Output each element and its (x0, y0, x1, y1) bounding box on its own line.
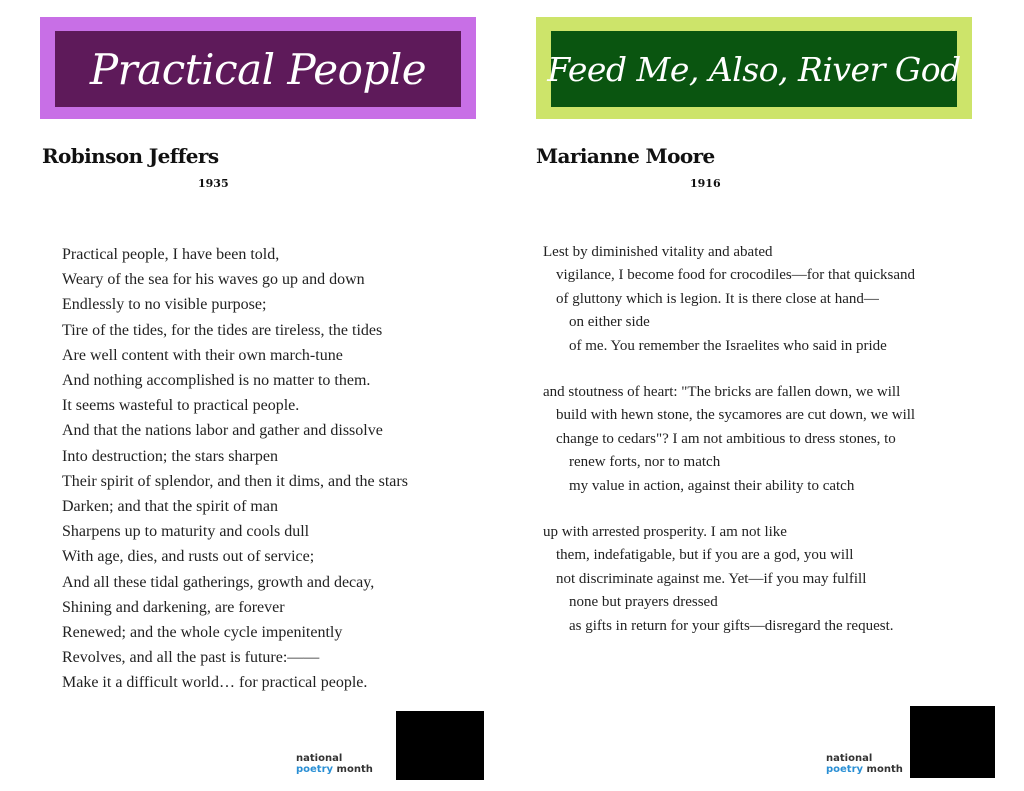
national-poetry-month-logo (296, 753, 373, 775)
poem-title: Feed Me, Also, River God (551, 31, 957, 107)
poem-line: Renewed; and the whole cycle impenitently (62, 624, 343, 642)
poem-line: of me. You remember the Israelites who said in pride (569, 337, 887, 354)
poem-line: It seems wasteful to practical people. (62, 397, 300, 415)
poem-line: Darken; and that the spirit of man (62, 498, 278, 516)
author-name: Marianne Moore (536, 144, 715, 168)
logo-line-national: national (826, 753, 873, 764)
poem-line: Endlessly to no visible purpose; (62, 296, 267, 314)
poem-line: as gifts in return for your gifts—disregard the request. (569, 617, 894, 634)
poem-line: Weary of the sea for his waves go up and down (62, 271, 365, 289)
right-poem-card (512, 0, 1024, 791)
poem-line: Their spirit of splendor, and then it dims, and the stars (62, 472, 408, 490)
publication-year: 1916 (690, 177, 721, 190)
logo-word-poetry: poetry (296, 764, 334, 775)
poem-line: them, indefatigable, but if you are a god, you will (556, 547, 854, 564)
poem-line: up with arrested prosperity. I am not like (543, 524, 787, 541)
poem-line: Tire of the tides, for the tides are tireless, the tides (62, 321, 383, 339)
poem-line: change to cedars"? I am not ambitious to dress stones, to (556, 430, 896, 447)
poem-line: none but prayers dressed (569, 594, 718, 611)
poem-line: renew forts, nor to match (569, 454, 721, 471)
logo-word-month: month (333, 764, 373, 775)
poem-stanza (543, 381, 915, 498)
logo-line-poetry-month (296, 764, 373, 775)
redaction-block (396, 711, 484, 780)
logo-word-month: month (863, 764, 903, 775)
poem-line: Shining and darkening, are forever (62, 598, 285, 616)
publication-year: 1935 (198, 177, 229, 190)
poem-line: vigilance, I become food for crocodiles—for that quicksand (556, 267, 916, 284)
poem-line: Revolves, and all the past is future:—— (62, 649, 320, 667)
poem-line: not discriminate against me. Yet—if you may fulfill (556, 570, 867, 587)
poem-body (62, 242, 408, 696)
national-poetry-month-logo (826, 753, 903, 775)
poem-stanza (543, 521, 915, 638)
poem-line: and stoutness of heart: "The bricks are fallen down, we will (543, 384, 901, 401)
poem-line: Practical people, I have been told, (62, 246, 280, 263)
title-banner (40, 17, 476, 119)
logo-word-poetry: poetry (826, 764, 864, 775)
poem-body (543, 241, 915, 661)
poem-stanza (543, 241, 915, 358)
poem-line: And nothing accomplished is no matter to them. (62, 372, 371, 390)
poem-line: build with hewn stone, the sycamores are cut down, we will (556, 407, 916, 424)
poem-line: With age, dies, and rusts out of service; (62, 548, 315, 566)
poem-line: of gluttony which is legion. It is there close at hand— (556, 290, 879, 307)
poem-line: on either side (569, 314, 650, 331)
poem-line: Into destruction; the stars sharpen (62, 447, 278, 465)
poem-line: And all these tidal gatherings, growth and decay, (62, 573, 375, 591)
redaction-block (910, 706, 995, 778)
title-banner (536, 17, 972, 119)
poem-line: And that the nations labor and gather and dissolve (62, 422, 383, 440)
poem-line: my value in action, against their ability to catch (569, 477, 855, 494)
poem-line: Sharpens up to maturity and cools dull (62, 523, 310, 541)
logo-line-poetry-month (826, 764, 903, 775)
poem-line: Are well content with their own march-tune (62, 346, 343, 364)
poem-line: Make it a difficult world… for practical people. (62, 674, 368, 692)
logo-line-national: national (296, 753, 343, 764)
author-name: Robinson Jeffers (42, 144, 219, 168)
poem-title: Practical People (55, 31, 461, 107)
poem-line: Lest by diminished vitality and abated (543, 244, 773, 260)
